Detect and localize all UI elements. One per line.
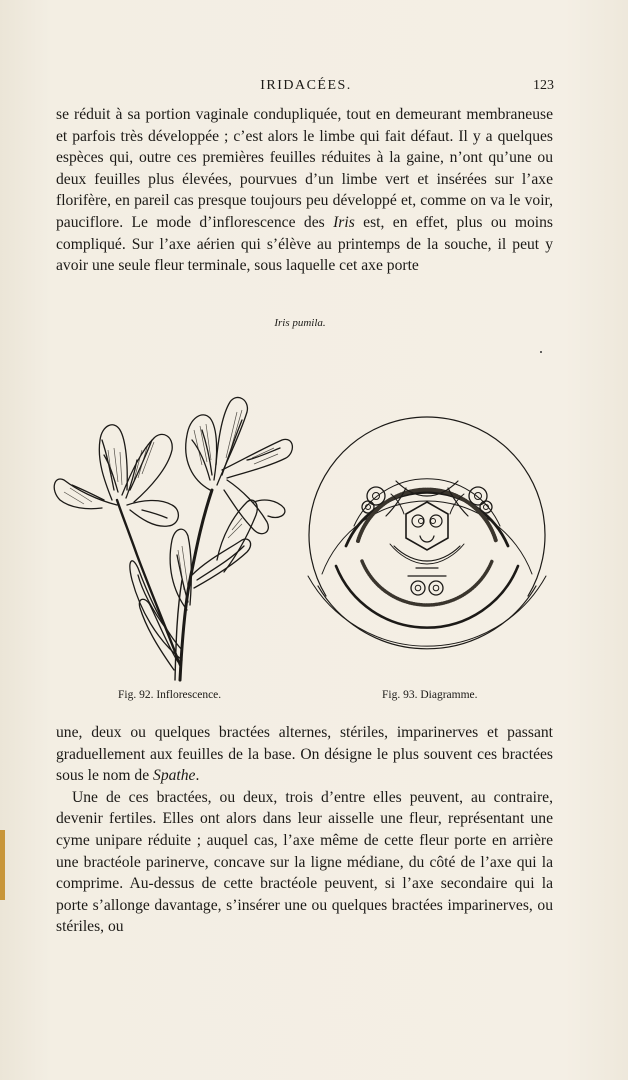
bottom-text: [56, 722, 553, 938]
text-segment: .: [195, 767, 200, 785]
iris-inflorescence-illustration: [42, 340, 302, 685]
figure-title: Iris pumila.: [274, 317, 326, 329]
text-segment: une, deux ou quelques bractées alternes, stériles, imparinerves et passant graduellement aux feuilles de la base. On désigne le plus souvent ces bractées sous le nom de: [56, 724, 553, 785]
stray-dot: [540, 351, 542, 353]
italic-term: Spathe: [153, 767, 196, 785]
italic-genus: Iris: [333, 213, 355, 231]
paragraph-spathe: [56, 722, 553, 787]
page-edge-strip: [0, 830, 5, 900]
page-number: 123: [533, 78, 554, 93]
figure-caption-93: Fig. 93. Diagramme.: [382, 689, 478, 701]
text-segment: se réduit à sa portion vaginale condupliquée, tout en demeurant membraneuse et parfois très développée ; c’est alors le limbe qui fait défaut. Il y a quelques espèces qui, outre ces premières feuilles réduites à la gaine, n’ont qu’une ou deux feuilles plus élevées, pourvues d’un limbe vert et insérées sur l’axe florifère, en pareil cas presque toujours peu développé et, comme on va le voir, pauciflore. Le mode d’inflorescence des: [56, 106, 553, 231]
figure-caption-92: Fig. 92. Inflorescence.: [118, 689, 222, 701]
page-header: [56, 78, 556, 98]
paragraph-bracts: Une de ces bractées, ou deux, trois d’entre elles peuvent, au contraire, devenir fertiles. Elles ont alors dans leur aisselle une fleur, représentant une cyme unipare réduite ; auquel cas, l’axe même de cette fleur porte en arrière une bractéole parinerve, concave sur la ligne médiane, du côté de l’axe qui la comprime. Au-dessus de cette bractéole peuvent, si l’axe secondaire qui la porte s’allonge davantage, s’insérer une ou quelques bractées imparinerves, ou stériles, ou: [56, 788, 553, 936]
text-segment: est, en effet, plus ou moins compliqué. Sur l’axe aérien qui s’élève au printemps de la souche, il peut y avoir une seule fleur terminale, sous laquelle cet axe porte: [56, 213, 553, 275]
floral-diagram: [296, 396, 558, 676]
top-paragraph: [56, 104, 553, 277]
running-title: IRIDACÉES.: [260, 78, 352, 93]
